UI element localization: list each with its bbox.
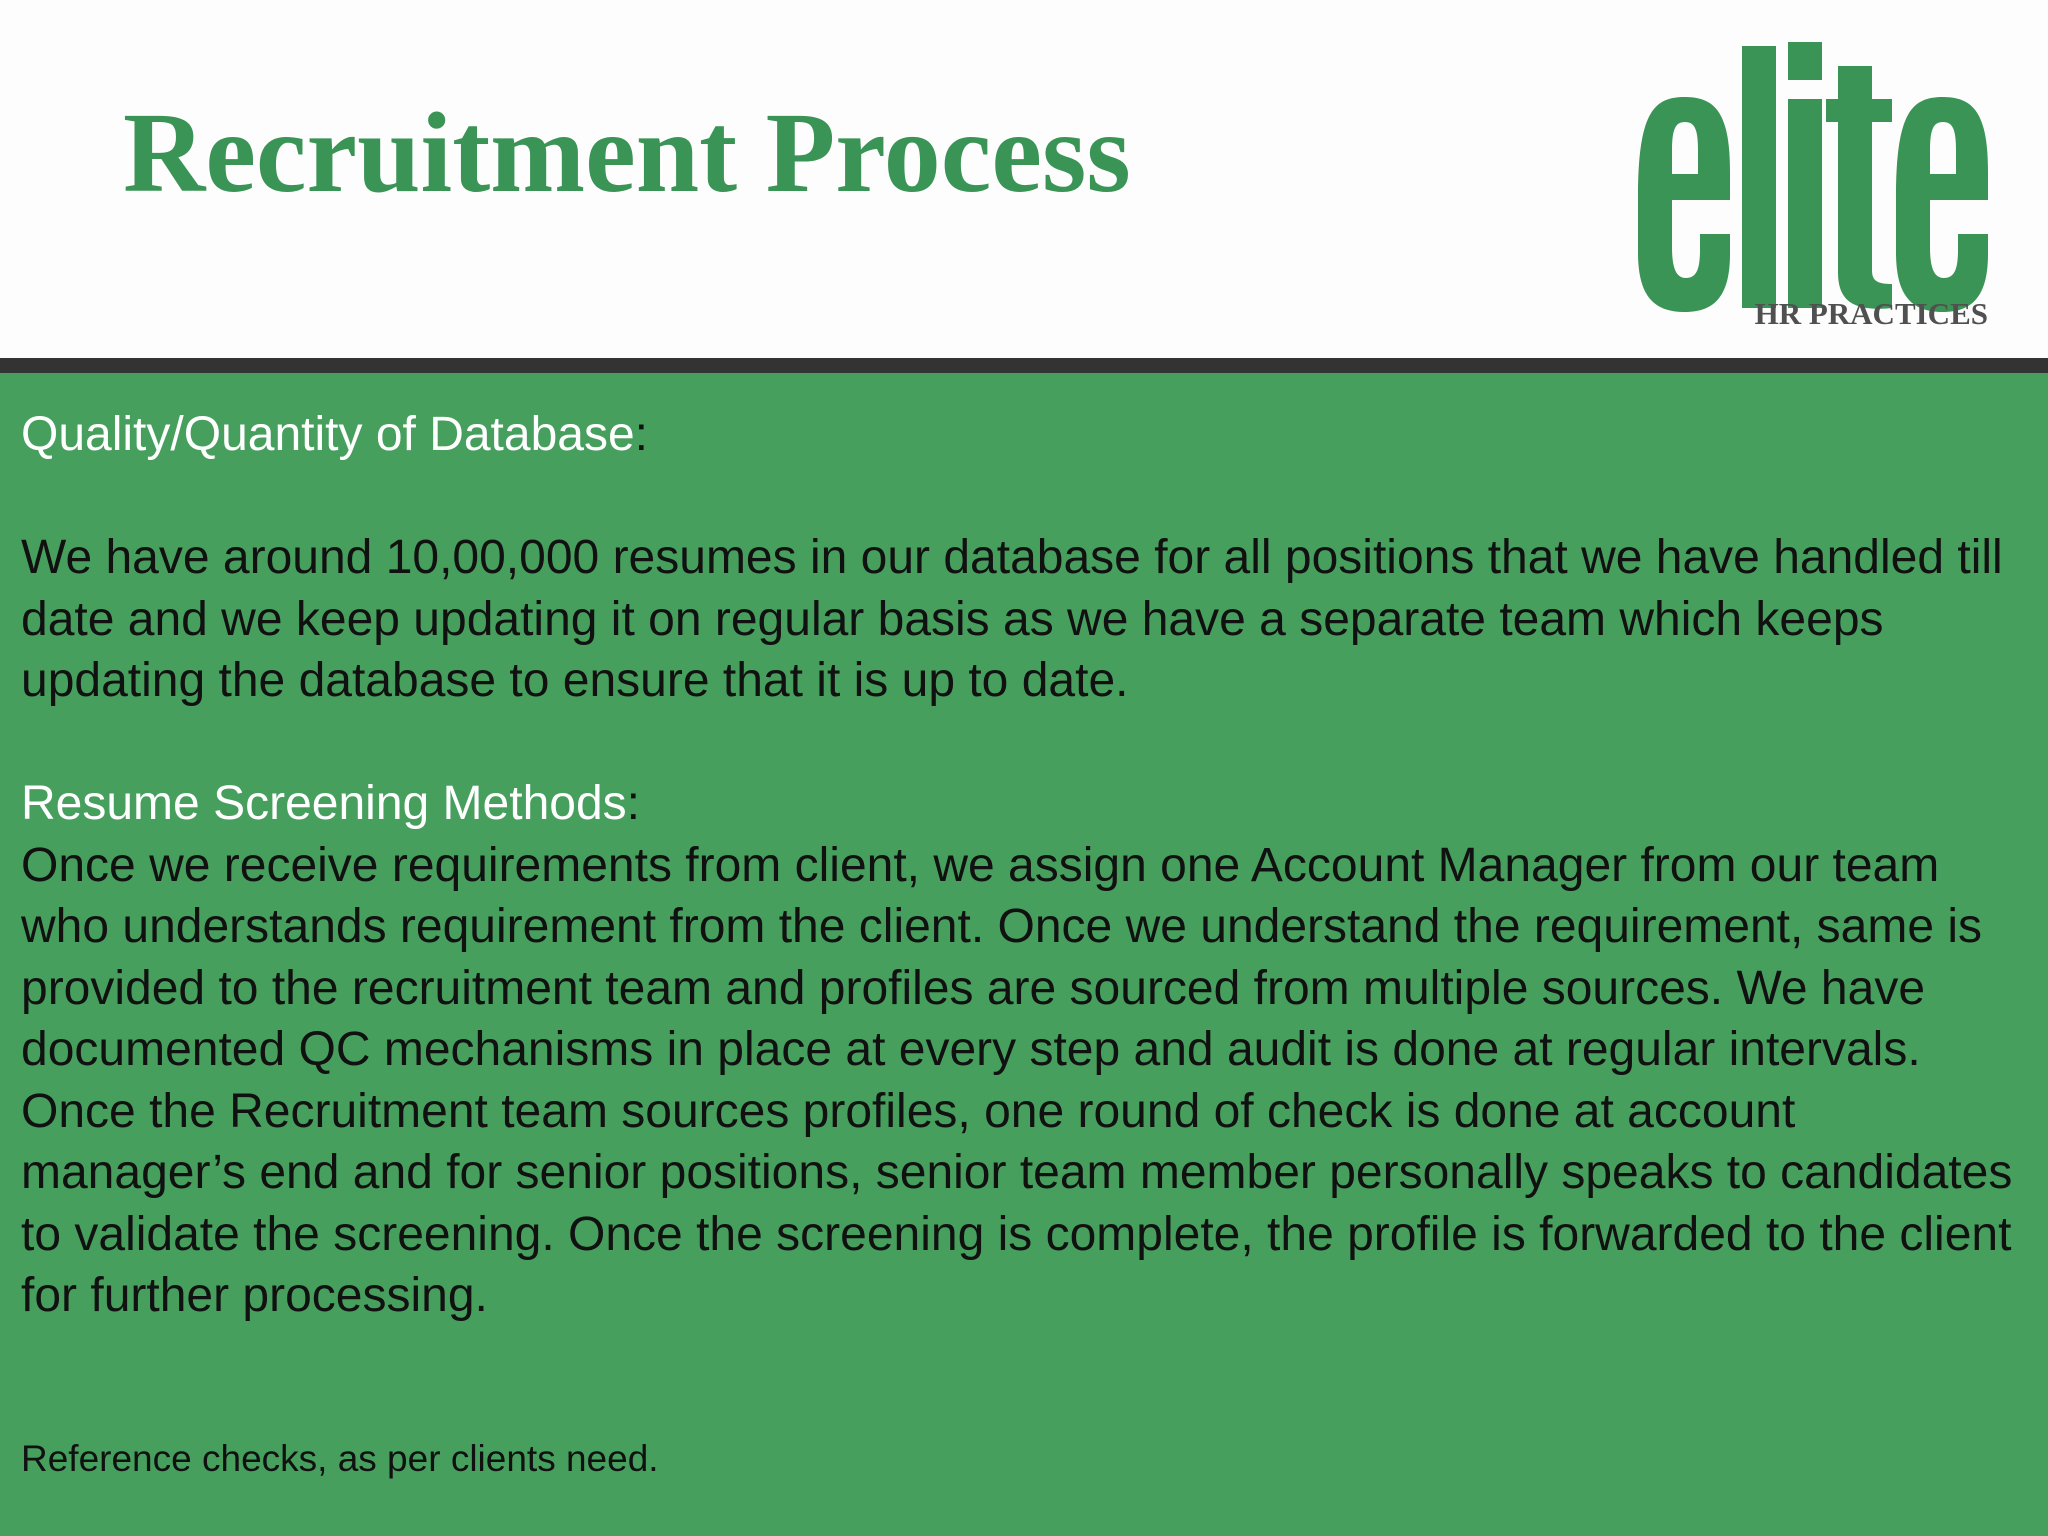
slide-title: Recruitment Process [123,89,1131,216]
header-divider [0,358,2048,373]
footnote: Reference checks, as per clients need. [21,1438,659,1479]
section-heading: Quality/Quantity of Database: [21,408,649,461]
paragraph: We have around 10,00,000 resumes in our database for all positions that we have handled till date and we keep updating it on regular basis as we have a separate team which keeps updating the database to ensure that it is up to date. [21,531,2003,707]
paragraph: Once the Recruitment team sources profiles, one round of check is done at account manager’s end and for senior positions, senior team member personally speaks to candidates to validate the screening. Once the screening is complete, the profile is forwarded to the client for further processing. [21,1084,2013,1322]
section-heading: Resume Screening Methods: [21,777,640,830]
elite-hr-practices-logo [1630,22,1990,342]
slide-header [0,0,2048,358]
slide-content [21,404,2021,1327]
logo-tagline: HR PRACTICES [1754,296,1988,331]
paragraph: Once we receive requirements from client, we assign one Account Manager from our team who understands requirement from the client. Once we understand the requirement, same is provided to the recruitment team and profiles are sourced from multiple sources. We have documented QC mechanisms in place at every step and audit is done at regular intervals. [21,838,1983,1076]
